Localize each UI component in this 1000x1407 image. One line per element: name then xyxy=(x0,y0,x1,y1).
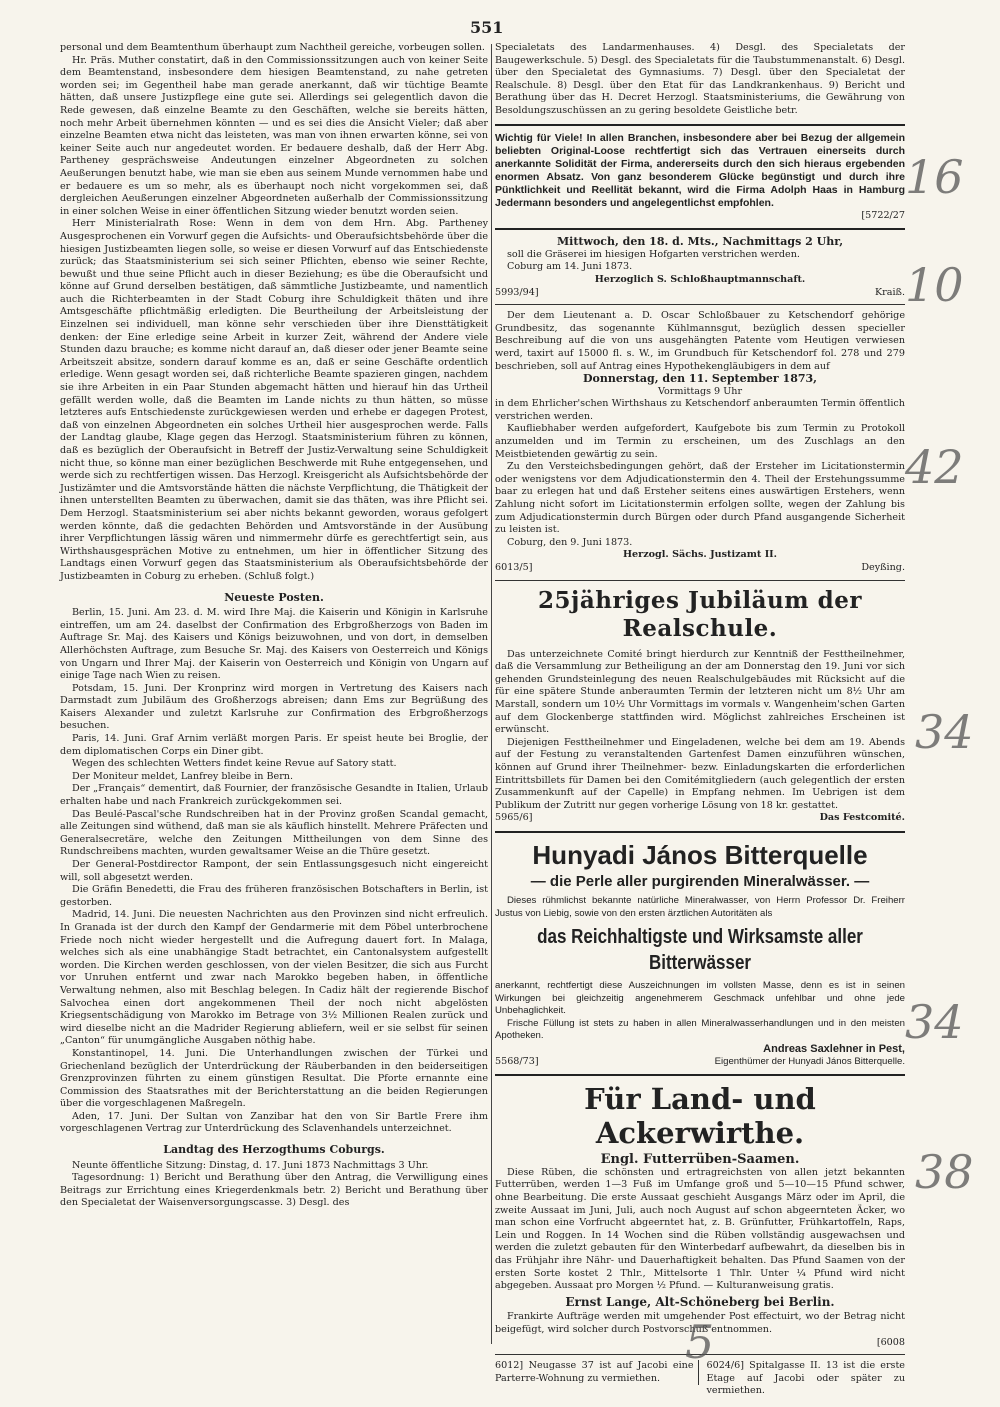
ad-signature: Herzoglich S. Schloßhauptmannschaft. xyxy=(594,273,806,285)
ad-text: Coburg, den 9. Juni 1873. xyxy=(507,536,633,548)
column-divider xyxy=(491,44,492,1344)
paragraph: Neunte öffentliche Sitzung: Dinstag, d. 17. Juni 1873 Nachmittags 3 Uhr. xyxy=(72,1159,429,1171)
divider xyxy=(495,228,905,230)
ad-date: Donnerstag, den 11. September 1873, xyxy=(582,372,817,386)
news-item: Wegen des schlechten Wetters findet keine Revue auf Satory statt. xyxy=(72,758,397,770)
ad-text: anerkannt, rechtfertigt diese Auszeichnungen im vollsten Masse, denn es ist in seinen Wirkungen bei gleichzeitig angenehmerem Geschmack unfehlbar und ohne jede Unbehaglichkeit. xyxy=(495,980,905,1017)
ad-owner: Eigenthümer der Hunyadi János Bitterquelle. xyxy=(714,1055,905,1067)
handwritten-mark: 38 xyxy=(915,1145,974,1199)
divider xyxy=(495,304,905,305)
news-item: Der „Français“ dementirt, daß Fournier, der französische Gesandte in Italien, Urlaub erhalten habe und nach Frankreich zurückgekommen sei. xyxy=(60,783,488,808)
ad-claim: das Reichhaltigste und Wirksamste aller Bitterwässer xyxy=(537,926,863,975)
ad-footer xyxy=(495,1056,905,1069)
ad-signature: Herzogl. Sächs. Justizamt II. xyxy=(622,549,778,561)
ad-title: Hunyadi János Bitterquelle xyxy=(532,839,868,870)
paragraph: Tagesordnung: 1) Bericht und Berathung über den Antrag, die Verwilligung eines Beitrags zur Errichtung eines Kriegerdenkmals betr. 2) Bericht und Berathung über den Specialetat der Waisenversorgungscasse. 3) Desgl. des xyxy=(60,1172,488,1209)
news-item: Berlin, 15. Juni. Am 23. d. M. wird Ihre Maj. die Kaiserin und Königin in Karlsruhe eintreffen, um am 24. daselbst der Confirmation des Erbgroßherzogs von Baden im Auftrage Sr. Maj. des Kaisers und Königs beizuwohnen, und von dort, in demselben Allerhöchsten Auftrage, zum Besuche Sr. Maj. des Kaisers von Oesterreich und Königs von Ungarn und Ihrer Maj. der Kaiserin von Oesterreich und Königin von Ungarn auf einige Tage nach Wien zu reisen. xyxy=(60,607,488,682)
ad-time: Vormittags 9 Uhr xyxy=(657,385,743,397)
news-item: Der General-Postdirector Rampont, der sein Entlassungsgesuch nicht eingereicht will, soll abgesetzt werden. xyxy=(60,859,488,883)
ad-jubilee xyxy=(495,587,905,825)
section-heading-news: Neueste Posten. xyxy=(224,590,324,604)
ad-text: Wichtig für Viele! In allen Branchen, insbesondere aber bei Bezug der allgemein beliebten Original-Loose rechtfertigt sich das Vertrauen einerseits durch anerkannte Solidität der Firma, andererseits durch den sich hieraus ergebenden enormen Absatz. Von ganz besonderem Glücke begünstigt und durch ihre Pünktlichkeit und Reellität bekannt, wird die Firma Adolph Haas in Hamburg Jedermann besonders und angelegentlichst empfohlen. xyxy=(495,131,905,209)
ad-grass-sale xyxy=(495,236,905,299)
divider xyxy=(495,124,905,126)
divider xyxy=(495,580,905,581)
section-heading-landtag: Landtag des Herzogthums Coburgs. xyxy=(163,1143,385,1157)
ad-text: Frankirte Aufträge werden mit umgehender Post effectuirt, wo der Betrag nicht beigefügt, wird solcher durch Postvorschuß entnommen. xyxy=(495,1311,905,1335)
ad-seeds xyxy=(495,1082,905,1349)
news-item: Madrid, 14. Juni. Die neuesten Nachrichten aus den Provinzen sind nicht erfreulich. In Granada ist der durch den Kampf der Gendarmerie mit dem Pöbel unterbrochene Friede noch nicht wieder hergestellt und die Aufregung dauert fort. In Malaga, welches sich als eine unabhängige Stadt betrachtet, ein Cantonalsystem aufgestellt worden. Die Kirchen werden geschlossen, von der vielen Besitzer, die sich aus Furcht vor Unruhen entfernt und zwar nach Marokko begeben haben, in öffentliche Verwaltung nehmen, also mit Beschlag belegen. In Cadiz hält der regierende Bischof Salvochea einen dort angekommenen Theil der noch nicht abgelösten Kriegsentschädigung von Marokko im Betrage von 3½ Millionen Realen zurück und wird dieselbe nicht an die Madrider Regierung abliefern, weil er sie selbst für seinen „Canton“ für unumgängliche Ausgaben nöthig habe. xyxy=(60,909,488,1047)
paragraph: Specialetats des Landarmenhauses. 4) Desgl. des Specialetats der Baugewerkschule. 5) Desgl. des Specialetats für die Taubstummenanstalt. 6) Desgl. über den Specialetat des Gymnasiums. 7) Desgl. über den Specialetat der Realschule. 8) Desgl. über den Etat für das Landkrankenhaus. 9) Bericht und Berathung über das H. Decret Herzogl. Staatsministeriums, die Gewährung von Besoldungszuschüssen an zu gering besoldete Geistliche betr. xyxy=(495,42,905,116)
ad-signature: Andreas Saxlehner in Pest, xyxy=(763,1043,905,1056)
ad-text: Diese Rüben, die schönsten und ertragreichsten von allen jetzt bekannten Futterrüben, werden 1—3 Fuß im Umfange groß und 5—10—15 Pfund schwer, ohne Bearbeitung. Die erste Aussaat geschieht Ausgangs März oder im April, die zweite Aussaat im Juni, Juli, auch noch August auf schon abgeernteten Äcker, wo man schon eine Vorfrucht abgeerntet hat, z. B. Grünfutter, Frühkartoffeln, Raps, Lein und Roggen. In 14 Wochen sind die Rüben vollständig ausgewachsen und werden die zuletzt gebauten für den Winterbedarf aufbewahrt, da dieselben bis in das Frühjahr ihre Nähr- und Dauerhaftigkeit behalten. Das Pfund Saamen von der ersten Sorte kostet 2 Thlr., Mittelsorte 1 Thlr. Unter ¼ Pfund wird nicht abgegeben. Aussaat pro Morgen ½ Pfund. — Kulturanweisung gratis. xyxy=(495,1166,905,1292)
ad-ref: 5965/6] xyxy=(495,812,533,824)
page-number: 551 xyxy=(470,18,504,37)
ad-footer xyxy=(495,812,905,825)
ad-text: Dieses rühmlichst bekannte natürliche Mineralwasser, von Herrn Professor Dr. Freiherr Justus von Liebig, sowie von den ersten ärztlichen Autoritäten als xyxy=(495,894,905,919)
handwritten-mark: 16 xyxy=(905,150,964,204)
handwritten-mark: 42 xyxy=(905,440,964,494)
ad-subtitle: — die Perle aller purgirenden Mineralwässer. — xyxy=(530,872,870,890)
ad-ref: [5722/27 xyxy=(861,209,905,221)
ad-footer xyxy=(495,562,905,575)
ad-ref: 6013/5] xyxy=(495,562,533,573)
ad-footer xyxy=(495,287,905,300)
divider xyxy=(495,831,905,833)
ad-text: Diejenigen Festtheilnehmer und Eingeladenen, welche bei dem am 19. Abends auf der Festung zu veranstaltenden Gartenfest Damen einzuführen wünschen, können auf Grund ihrer Theilnehmer- bezw. Einladungskarten die erforderlichen Eintrittsbillets für Damen bei den Comitémitgliedern (auch gelegentlich der ersten Zusammenkunft auf der Capelle) in Empfang nehmen. Im Uebrigen ist dem Publikum der Zutritt nur gegen vorherige Lösung von 18 kr. gestattet. xyxy=(495,736,905,811)
ad-text: Zu den Versteichsbedingungen gehört, daß der Ersteher im Licitationstermin oder wenigstens vor dem Adjudicationstermin den 4. Theil der Erstehungssumme baar zu erlegen hat und daß Ersteher seitens eines auswärtigen Erstehers, wenn Zahlung nicht sofort im Licitationstermin erfolgen sollte, wegen der Zahlung bis zum Adjudicationstermin durch Bürgen oder durch Pfand ausgangende Sicherheit zu leisten ist. xyxy=(495,461,905,536)
news-item: Der Moniteur meldet, Lanfrey bleibe in Bern. xyxy=(72,770,294,782)
classified-ad: 6024/6] Spitalgasse II. 13 ist die erste Etage auf Jacobi oder später zu vermiethen. xyxy=(706,1360,905,1397)
paragraph: Herr Ministerialrath Rose: Wenn in dem von dem Hrn. Abg. Partheney Ausgesprochenen ein Vorwurf gegen die Aufsichts- und Oberaufsichtsbehörde über die hiesigen Justizbeamten liegen solle, so weise er diesen Vorwurf auf das Entschiedenste zurück; das Staatsministerium sei sich seiner Pflichten, ebenso wie seiner Rechte, bewußt und thue seine Pflicht auch in dieser Beziehung; es übe die Oberaufsicht und könne auf Grund derselben bestätigen, daß sämmtliche Justizbeamte, und namentlich auch die Richterbeamten in der Stadt Coburg ihre Schuldigkeit thäten und ihre Amtsgeschäfte pflichtmäßig erledigten. Die Beurtheilung der Arbeitsleistung der Einzelnen sei individuell, man könne sehr verschieden über ihre Diensttätigkeit denken: der Eine erledige seine Arbeit in kurzer Zeit, während der Andere viele Stunden dazu brauche; es komme nicht darauf an, daß dieser oder jener Beamte seine Arbeitszeit absitze, sondern darauf komme es an, daß er seine Geschäfte ordentlich erledige. Wenn gesagt worden sei, daß richterliche Beamte spazieren gingen, nachdem sie ihre Arbeiten in ein Paar Stunden abgemacht hätten und hierauf hin das Urtheil gefällt werden wolle, daß die Beamten im Lande nichts zu thun hätten, so müsse letzteres aufs Entschiedenste zurückgewiesen werden und erhebe er dagegen Protest, daß von einzelnen Abgeordneten ein solches Urtheil hier ausgesprochen werde. Falls der Landtag glaube, Klage gegen das Herzogl. Staatsministerium führen zu können, daß es bezüglich der Oberaufsicht in Betreff der Justiz-Verwaltung seine Schuldigkeit nicht thue, so könne man einer bezüglichen Beschwerde mit Ruhe entgegensehen, und werde sich zu rechtfertigen wissen. Das Herzogl. Kreisgericht als Aufsichtsbehörde der Justizämter und die Amtsvorstände hätten die nächste Verpflichtung, die Thätigkeit der ihnen unterstellten Beamten zu überwachen, damit sie das thäten, was ihre Pflicht sei. Dem Herzogl. Staatsministerium sei aber nichts bekannt geworden, woraus gefolgert werden könnte, daß die gedachten Behörden und Amtsvorstände in der Ausübung ihrer Verpflichtungen lässig wären und nimmermehr dürfe es gerechtfertigt sein, aus Wirthshausgesprächen Motive zu entnehmen, um hier in öffentlicher Sitzung des Landtags einen Vorwurf gegen das Staatsministerium als Oberaufsichtsbehörde der Justizbeamten in Coburg zu erheben. (Schluß folgt.) xyxy=(60,218,488,582)
ad-ref: 5993/94] xyxy=(495,286,539,298)
news-item: Paris, 14. Juni. Graf Arnim verläßt morgen Paris. Er speist heute bei Broglie, der dem diplomatischen Corps ein Diner gibt. xyxy=(60,733,488,757)
ad-text: soll die Gräserei im hiesigen Hofgarten verstrichen werden. xyxy=(507,248,800,260)
ad-auction xyxy=(495,310,905,574)
ad-signature: Ernst Lange, Alt-Schöneberg bei Berlin. xyxy=(565,1294,835,1309)
handwritten-mark: 34 xyxy=(915,705,974,759)
handwritten-mark: 10 xyxy=(905,258,964,312)
ad-text: Frische Füllung ist stets zu haben in allen Mineralwasserhandlungen und in den meisten Apotheken. xyxy=(495,1017,905,1042)
left-column xyxy=(60,42,488,1382)
right-column xyxy=(495,42,905,1397)
news-item: Die Gräfin Benedetti, die Frau des früheren französischen Botschafters in Berlin, ist gestorben. xyxy=(60,884,488,908)
news-item: Das Beulé-Pascal'sche Rundschreiben hat in der Provinz großen Scandal gemacht, alle Zeitungen sind wüthend, daß man sie als käuflich hinstellt. Mehrere Präfecten und Generalsecretäre, welche den Zeitungen Mittheilungen von dem Sinne des Rundschreibens machten, wurden gewaltsamer Weise an die Thüre gesetzt. xyxy=(60,808,488,858)
ad-text: Kaufliebhaber werden aufgefordert, Kaufgebote bis zum Termin zu Protokoll anzumelden und im Termin zu erscheinen, um des Zuschlags an den Meistbietenden gewärtig zu sein. xyxy=(495,423,905,460)
ad-title: Für Land- und Ackerwirthe. xyxy=(584,1082,816,1151)
ad-title: 25jähriges Jubiläum der Realschule. xyxy=(538,586,862,642)
ad-text: Der dem Lieutenant a. D. Oscar Schloßbauer zu Ketschendorf gehörige Grundbesitz, das sogenannte Kühlmannsgut, bezüglich dessen specieller Beschreibung auf die von uns ausgehängten Patente vom Heutigen verwiesen werd, taxirt auf 15000 fl. s. W., im Grundbuch für Ketschendorf fol. 278 und 279 beschrieben, soll auf Antrag eines Hypothekengläubigers in dem auf xyxy=(495,310,905,372)
ad-subtitle: Engl. Futterrüben-Saamen. xyxy=(600,1152,800,1168)
ad-ref: [6008 xyxy=(876,1336,905,1348)
handwritten-mark: 5 xyxy=(685,1315,715,1369)
divider xyxy=(495,1074,905,1076)
ad-name: Kraiß. xyxy=(875,286,905,298)
news-item: Aden, 17. Juni. Der Sultan von Zanzibar hat den von Sir Bartle Frere ihm vorgeschlagenen Vertrag zur Unterdrückung des Sclavenhandels unterzeichnet. xyxy=(60,1110,488,1135)
ad-hunyadi xyxy=(495,839,905,1068)
handwritten-mark: 34 xyxy=(905,995,964,1049)
paragraph: personal und dem Beamtenthum überhaupt zum Nachtheil gereiche, vorbeugen sollen. xyxy=(60,42,485,53)
news-item: Konstantinopel, 14. Juni. Die Unterhandlungen zwischen der Türkei und Griechenland bezüglich der Unterdrückung der Räuberbanden in den beiderseitigen Grenzprovinzen führten zu einem günstigen Resultat. Die Pforte ernannte eine Commission des Staatsrathes mit der Berichterstattung an die beiden Regierungen über die vorgeschlagenen Maßregeln. xyxy=(60,1047,488,1110)
ad-headline: Mittwoch, den 18. d. Mts., Nachmittags 2 Uhr, xyxy=(556,235,844,249)
ad-ref: 5568/73] xyxy=(495,1055,539,1067)
ad-text: Coburg am 14. Juni 1873. xyxy=(507,261,633,273)
news-item: Potsdam, 15. Juni. Der Kronprinz wird morgen in Vertretung des Kaisers nach Darmstadt zum Jubiläum des Großherzogs abreisen; dann Ems zur Begrüßung des Kaisers Alexander und zuletzt Karlsruhe zur Confirmation des Erbgroßherzogs besuchen. xyxy=(60,682,488,732)
ad-text: in dem Ehrlicher'schen Wirthshaus zu Ketschendorf anberaumten Termin öffentlich verstrichen werden. xyxy=(495,398,905,422)
ad-name: Deyßing. xyxy=(861,562,905,573)
ad-signature: Das Festcomité. xyxy=(819,812,905,824)
paragraph: Hr. Präs. Muther constatirt, daß in den Commissionssitzungen auch von keiner Seite dem Beamtenstand, insbesondere dem hiesigen Beamtenstand, zu nahe getreten worden sei; im Gegentheil habe man gerade anerkannt, daß wir tüchtige Beamte hätten, daß unsere Justizpflege eine gute sei. Allerdings sei gelegentlich davon die Rede gewesen, daß einzelne Beamte zu den Geschäften, welche sie bereits hätten, noch mehr Arbeit übernehmen könnten — und es sei dies die Ansicht Vieler; daß aber einzelne Beamten etwa nicht das leisteten, was man von ihnen erwarten könne, sei von keiner Seite auch nur angedeutet worden. Er bedauere deshalb, daß der Herr Abg. Partheney gesprächsweise Andeutungen einzelner Abgeordneten zu solchen Aeußerungen benutzt habe, wie man sie eben aus seinem Munde vernommen habe und er bedauere es um so mehr, als es überhaupt noch nicht vorgekommen sei, daß dergleichen Aeußerungen einzelner Abgeordneten außerhalb der Commissionssitzung in einer solchen Weise in einer öffentlichen Sitzung wieder benutzt worden seien. xyxy=(60,54,488,217)
ad-lottery xyxy=(495,132,905,223)
ad-text: Das unterzeichnete Comité bringt hierdurch zur Kenntniß der Festtheilnehmer, daß die Versammlung zur Betheiligung an der am Donnerstag den 19. Juni vor sich gehenden Grundsteinlegung des neuen Realschulgebäudes mit Rücksicht auf die für eine spätere Stunde anberaumten Termin der letzteren nicht um 8½ Uhr am Marstall, sondern um 10½ Uhr Vormittags im vormals v. Wangenheim'schen Garten auf dem Glockenberge stattfinden wird. Möglichst zahlreiches Erscheinen ist erwünscht. xyxy=(495,648,905,736)
classified-ad: 6012] Neugasse 37 ist auf Jacobi eine Parterre-Wohnung zu vermiethen. xyxy=(495,1360,699,1385)
